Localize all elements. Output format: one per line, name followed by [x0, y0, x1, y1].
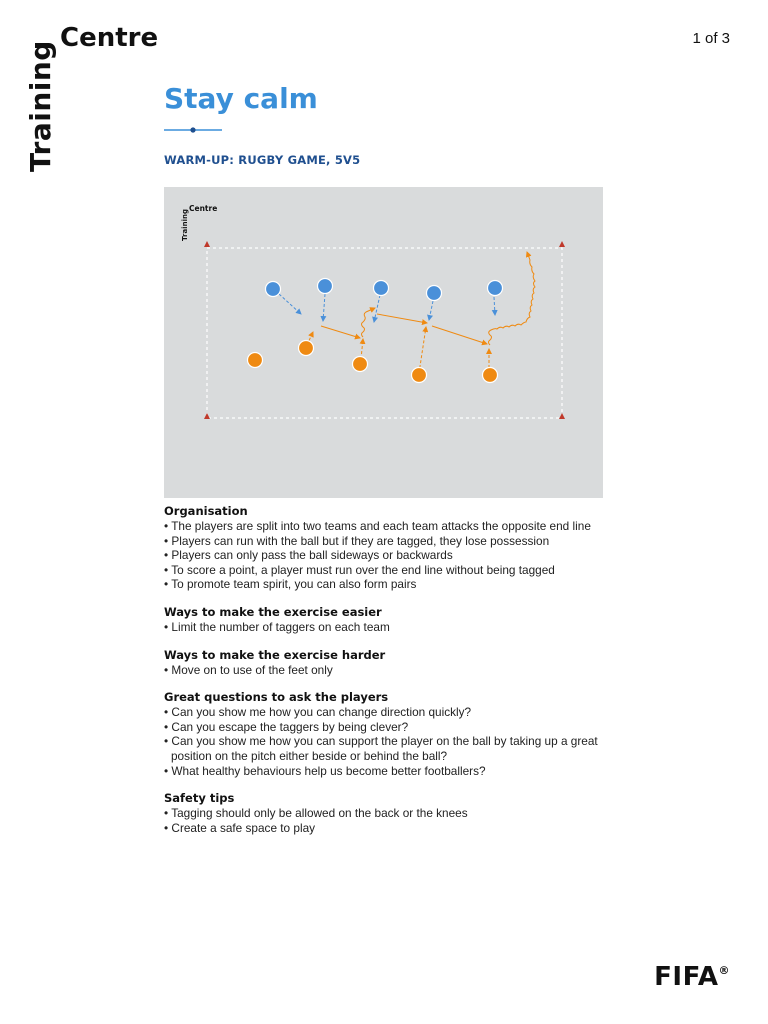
section-questions: [164, 690, 614, 778]
page-number: 1 of 3: [692, 30, 730, 47]
list-item: • Move on to use of the feet only: [164, 663, 614, 678]
blue-player: [374, 281, 389, 296]
registered-mark: ®: [718, 964, 730, 977]
list-item: • To score a point, a player must run over the end line without being tagged: [164, 563, 614, 578]
section-easier: [164, 605, 614, 635]
blue-player: [266, 282, 281, 297]
list-item: • Create a safe space to play: [164, 821, 614, 836]
list-item: • Can you show me how you can support the player on the ball by taking up a great position on the pitch either beside or behind the ball?: [164, 734, 614, 763]
exercise-subtitle: WARM-UP: RUGBY GAME, 5V5: [164, 153, 361, 167]
orange-player: [248, 353, 263, 368]
section-organisation: [164, 504, 614, 592]
brand-training-text: Training: [24, 40, 57, 172]
cone-marker: [559, 413, 565, 419]
title-divider: [164, 126, 222, 134]
orange-support-arrow: [361, 339, 363, 359]
drill-diagram: [164, 187, 603, 498]
fifa-logo-text: FIFA: [654, 962, 719, 992]
blue-run-arrow: [279, 294, 301, 314]
section-safety: [164, 791, 614, 835]
fifa-logo: [654, 962, 730, 992]
orange-pass-arrow: [432, 326, 487, 344]
section-heading: Ways to make the exercise easier: [164, 604, 382, 619]
diagram-brand-training: Training: [181, 209, 189, 241]
section-heading: Organisation: [164, 504, 248, 518]
list-item: • The players are split into two teams and each team attacks the opposite end line: [164, 519, 614, 534]
cone-marker: [204, 413, 210, 419]
orange-pass-arrow: [377, 314, 427, 323]
orange-pass-arrow: [321, 326, 360, 338]
orange-dribble-arrow: [362, 308, 376, 337]
section-harder: [164, 648, 614, 678]
list-item: • What healthy behaviours help us become better footballers?: [164, 764, 614, 779]
blue-player: [318, 279, 333, 294]
section-heading: Great questions to ask the players: [164, 690, 389, 705]
orange-support-arrow: [419, 327, 426, 373]
orange-player: [483, 368, 498, 383]
instructions: [164, 504, 614, 848]
pitch-boundary: [207, 248, 562, 418]
list-item: • Can you escape the taggers by being clever?: [164, 720, 614, 735]
list-item: • To promote team spirit, you can also form pairs: [164, 577, 614, 592]
blue-run-arrow: [494, 297, 495, 315]
orange-player: [412, 368, 427, 383]
orange-dribble-arrow: [489, 252, 536, 345]
orange-player: [299, 341, 314, 356]
list-item: • Players can only pass the ball sideways or backwards: [164, 548, 614, 563]
diagram-brand-centre: Centre: [189, 204, 218, 213]
blue-player: [488, 281, 503, 296]
list-item: • Can you show me how you can change direction quickly?: [164, 705, 614, 720]
page-title: Stay calm: [164, 82, 318, 115]
blue-run-arrow: [323, 294, 325, 321]
blue-run-arrow: [429, 301, 433, 320]
list-item: • Players can run with the ball but if they are tagged, they lose possession: [164, 534, 614, 549]
section-heading: Ways to make the exercise harder: [164, 647, 386, 662]
cone-marker: [559, 241, 565, 247]
brand-centre-text: Centre: [60, 23, 159, 53]
list-item: • Limit the number of taggers on each team: [164, 620, 614, 635]
orange-player: [353, 357, 368, 372]
cone-marker: [204, 241, 210, 247]
pitch-drawing: [164, 187, 603, 498]
blue-player: [427, 286, 442, 301]
section-heading: Safety tips: [164, 791, 235, 806]
list-item: • Tagging should only be allowed on the back or the knees: [164, 806, 614, 821]
